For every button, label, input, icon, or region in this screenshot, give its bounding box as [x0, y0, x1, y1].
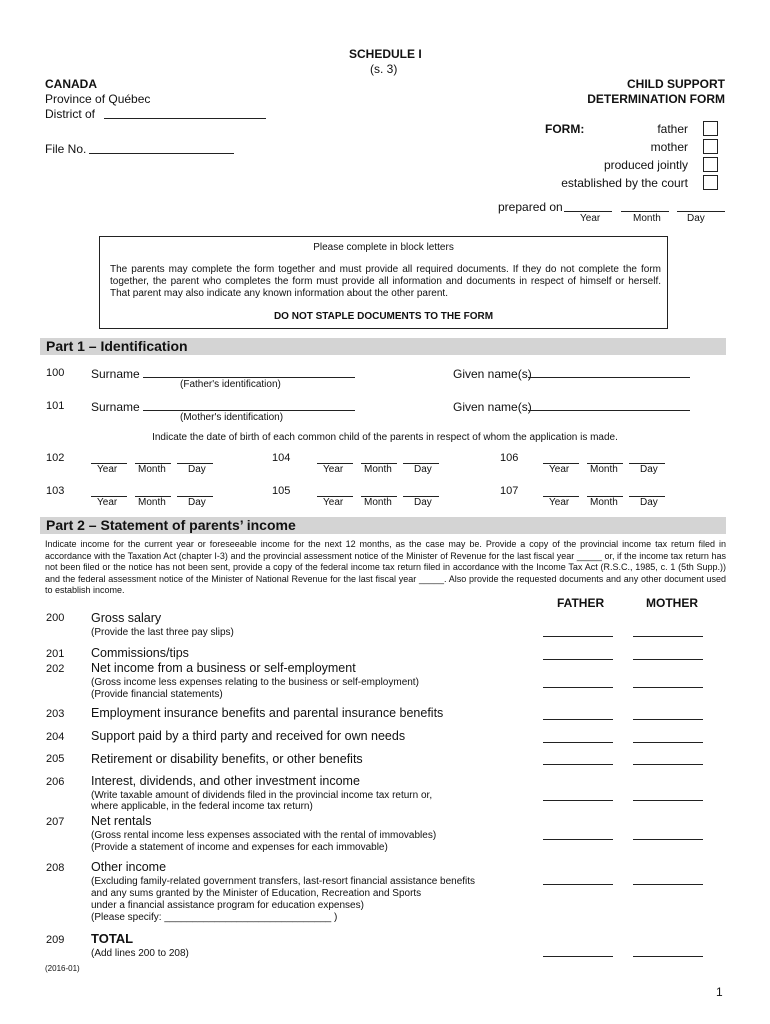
line-205-number: 205	[46, 753, 65, 765]
part2-intro: Indicate income for the current year or foreseeable income for the next 12 months, as the case may be. Provide a copy of the provincial income tax return filed in accordance with the Taxation Act (chapter I-3) and the provincial assessment notice of the Minister of Revenue for the last fiscal year _____ or, if the income tax return has not been filed or the notice has not been sent, provide a copy of the federal income tax return filed in accordance with the Income Tax Act (R.S.C., 1985, c. 1 (5th Supp.)) and the federal assessment notice of the Minister of National Revenue for the last fiscal year _____. Also provide the requested documents and any other document used to establish income.	[45, 539, 726, 595]
mother-given-label: Given name(s)	[453, 400, 532, 414]
form-option-court: established by the court	[561, 176, 688, 190]
line-204-father-field[interactable]	[543, 742, 613, 743]
prepared-month-field[interactable]	[621, 211, 669, 212]
child-105-number: 105	[272, 485, 291, 497]
mother-column-header: MOTHER	[646, 596, 698, 610]
child-102-number: 102	[46, 452, 65, 464]
line-204-mother-field[interactable]	[633, 742, 703, 743]
child-106-year-label: Year	[549, 464, 570, 475]
child-103-year-label: Year	[97, 497, 118, 508]
other-income-note-3: under a financial assistance program for education expenses)	[91, 900, 364, 911]
line-201-number: 201	[46, 648, 65, 660]
mother-id-note: (Mother's identification)	[180, 412, 284, 423]
form-option-father: father	[657, 122, 688, 136]
form-type-label: FORM:	[545, 122, 585, 136]
mother-surname-field[interactable]	[143, 410, 355, 411]
line-201-mother-field[interactable]	[633, 659, 703, 660]
other-income-label: Other income	[91, 860, 167, 874]
business-income-label: Net income from a business or self-employment	[91, 661, 356, 675]
net-rentals-note-1: (Gross rental income less expenses associated with the rental of immovables)	[91, 830, 437, 841]
form-option-mother: mother	[650, 140, 688, 154]
child-102-year-label: Year	[97, 464, 118, 475]
dob-instruction: Indicate the date of birth of each common child of the parents in respect of whom the application is made.	[152, 432, 618, 443]
father-given-field[interactable]	[528, 377, 690, 378]
line-207-mother-field[interactable]	[633, 839, 703, 840]
gross-salary-note: (Provide the last three pay slips)	[91, 627, 234, 638]
child-104-number: 104	[272, 452, 291, 464]
line-203-mother-field[interactable]	[633, 719, 703, 720]
father-given-label: Given name(s)	[453, 367, 532, 381]
form-title-line2: DETERMINATION FORM	[587, 92, 725, 106]
investment-income-note-2: where applicable, in the federal income tax return)	[91, 801, 313, 812]
no-staple-warning: DO NOT STAPLE DOCUMENTS TO THE FORM	[273, 311, 494, 322]
child-102-month-label: Month	[138, 464, 166, 475]
line-209-number: 209	[46, 934, 65, 946]
father-checkbox[interactable]	[703, 121, 718, 136]
child-102-day-label: Day	[188, 464, 206, 475]
line-206-father-field[interactable]	[543, 800, 613, 801]
child-104-day-label: Day	[414, 464, 432, 475]
province-label: Province of Québec	[45, 92, 151, 106]
part2-title: Part 2 – Statement of parents’ income	[46, 517, 296, 533]
line-207-number: 207	[46, 816, 65, 828]
line-206-number: 206	[46, 776, 65, 788]
file-no-label: File No.	[45, 142, 87, 156]
other-income-note-1: (Excluding family-related government transfers, last-resort financial assistance benefits	[91, 876, 476, 887]
other-income-note-2: and any sums granted by the Minister of Education, Recreation and Sports	[91, 888, 422, 899]
commissions-label: Commissions/tips	[91, 646, 189, 660]
child-105-day-label: Day	[414, 497, 432, 508]
page-number: 1	[716, 985, 723, 999]
line-200-mother-field[interactable]	[633, 636, 703, 637]
schedule-title: SCHEDULE I	[349, 47, 422, 61]
line-101-number: 101	[46, 400, 65, 412]
line-200-father-field[interactable]	[543, 636, 613, 637]
part1-title: Part 1 – Identification	[46, 338, 188, 354]
line-202-mother-field[interactable]	[633, 687, 703, 688]
business-income-note-1: (Gross income less expenses relating to the business or self-employment)	[91, 677, 419, 688]
father-surname-label: Surname	[91, 367, 140, 381]
district-label: District of	[45, 107, 96, 121]
block-letters-note: Please complete in block letters	[313, 242, 454, 253]
line-200-number: 200	[46, 612, 65, 624]
line-209-father-field[interactable]	[543, 956, 613, 957]
line-202-number: 202	[46, 663, 65, 675]
line-205-mother-field[interactable]	[633, 764, 703, 765]
child-103-number: 103	[46, 485, 65, 497]
line-208-father-field[interactable]	[543, 884, 613, 885]
net-rentals-note-2: (Provide a statement of income and expenses for each immovable)	[91, 842, 388, 853]
investment-income-label: Interest, dividends, and other investment income	[91, 774, 360, 788]
child-106-day-label: Day	[640, 464, 658, 475]
father-surname-field[interactable]	[143, 377, 355, 378]
father-column-header: FATHER	[557, 596, 605, 610]
business-income-note-2: (Provide financial statements)	[91, 689, 223, 700]
line-208-mother-field[interactable]	[633, 884, 703, 885]
child-107-number: 107	[500, 485, 519, 497]
line-208-number: 208	[46, 862, 65, 874]
line-203-father-field[interactable]	[543, 719, 613, 720]
line-206-mother-field[interactable]	[633, 800, 703, 801]
line-203-number: 203	[46, 708, 65, 720]
form-version: (2016-01)	[45, 964, 80, 973]
child-107-month-label: Month	[590, 497, 618, 508]
mother-given-field[interactable]	[528, 410, 690, 411]
prepared-day-field[interactable]	[677, 211, 725, 212]
court-checkbox[interactable]	[703, 175, 718, 190]
prepared-on-label: prepared on	[498, 200, 563, 214]
line-202-father-field[interactable]	[543, 687, 613, 688]
child-107-day-label: Day	[640, 497, 658, 508]
child-103-day-label: Day	[188, 497, 206, 508]
child-107-year-label: Year	[549, 497, 570, 508]
child-104-month-label: Month	[364, 464, 392, 475]
child-105-year-label: Year	[323, 497, 344, 508]
line-100-number: 100	[46, 367, 65, 379]
country-label: CANADA	[45, 77, 97, 91]
gross-salary-label: Gross salary	[91, 611, 162, 625]
line-207-father-field[interactable]	[543, 839, 613, 840]
child-106-number: 106	[500, 452, 519, 464]
instructions-box	[99, 236, 668, 329]
instructions-body: The parents may complete the form together and must provide all required documents. If they do not complete the form together, the parent who completes the form must provide all information and documents in respect of himself or herself. That parent may also indicate any known information about the other parent.	[110, 264, 661, 299]
child-105-month-label: Month	[364, 497, 392, 508]
prepared-year-field[interactable]	[564, 211, 612, 212]
prepared-year-label: Year	[580, 213, 601, 224]
investment-income-note-1: (Write taxable amount of dividends filed in the provincial income tax return or,	[91, 790, 433, 801]
other-income-specify[interactable]: (Please specify: ______________________________ )	[91, 912, 338, 923]
ei-benefits-label: Employment insurance benefits and parental insurance benefits	[91, 706, 444, 720]
schedule-section: (s. 3)	[370, 62, 398, 76]
district-field[interactable]	[104, 118, 266, 119]
line-205-father-field[interactable]	[543, 764, 613, 765]
line-209-mother-field[interactable]	[633, 956, 703, 957]
child-103-month-label: Month	[138, 497, 166, 508]
part1-header	[40, 338, 726, 355]
prepared-day-label: Day	[687, 213, 705, 224]
third-party-support-label: Support paid by a third party and received for own needs	[91, 729, 406, 743]
line-201-father-field[interactable]	[543, 659, 613, 660]
child-106-month-label: Month	[590, 464, 618, 475]
form-option-jointly: produced jointly	[603, 158, 688, 172]
jointly-checkbox[interactable]	[703, 157, 718, 172]
total-note: (Add lines 200 to 208)	[91, 948, 189, 959]
line-204-number: 204	[46, 731, 65, 743]
retirement-benefits-label: Retirement or disability benefits, or other benefits	[91, 752, 363, 766]
part2-header	[40, 517, 726, 534]
form-title-line1: CHILD SUPPORT	[626, 77, 725, 91]
father-id-note: (Father's identification)	[180, 379, 281, 390]
file-no-field[interactable]	[89, 153, 234, 154]
mother-checkbox[interactable]	[703, 139, 718, 154]
mother-surname-label: Surname	[91, 400, 140, 414]
net-rentals-label: Net rentals	[91, 814, 152, 828]
total-label: TOTAL	[91, 931, 134, 946]
prepared-month-label: Month	[633, 213, 661, 224]
child-104-year-label: Year	[323, 464, 344, 475]
